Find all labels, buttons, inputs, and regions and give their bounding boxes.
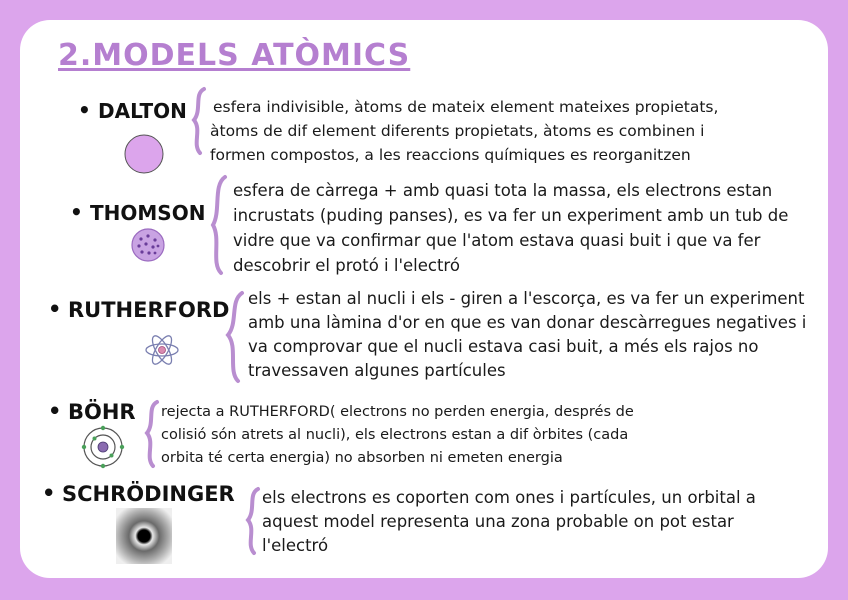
desc-thomson-line: incrustats (puding panses), es va fer un experiment amb un tub de	[233, 206, 789, 225]
solid-sphere-icon	[122, 132, 166, 176]
brace-bohr	[141, 399, 161, 469]
model-name-rutherford: • RUTHERFORD	[68, 298, 229, 322]
desc-bohr	[161, 401, 634, 470]
brace-dalton	[188, 86, 208, 156]
bohr-shells-icon	[81, 425, 125, 469]
desc-rutherford-line: els + estan al nucli i els - giren a l'escorça, es va fer un experiment	[248, 289, 805, 308]
desc-bohr-line: orbita té certa energia) no absorben ni emeten energia	[161, 450, 563, 466]
model-name-thomson: • THOMSON	[90, 201, 205, 225]
desc-schrodinger-line: els electrons es coporten com ones i partícules, un orbital a	[262, 488, 756, 507]
desc-bohr-line: colisió són atrets al nucli), els electrons estan a dif òrbites (cada	[161, 427, 629, 443]
desc-rutherford-line: travessaven algunes partícules	[248, 361, 506, 380]
desc-dalton-line: àtoms de dif element diferents propietats, àtoms es combinen i	[210, 122, 705, 140]
desc-rutherford	[248, 287, 806, 383]
desc-schrodinger-line: aquest model representa una zona probable on pot estar	[262, 512, 734, 531]
desc-dalton-line: esfera indivisible, àtoms de mateix element mateixes propietats,	[213, 98, 719, 116]
atom-orbits-icon	[144, 332, 180, 368]
brace-schrodinger	[240, 486, 262, 556]
desc-schrodinger-line: l'electró	[262, 536, 329, 555]
desc-schrodinger	[262, 486, 756, 558]
brace-thomson	[205, 173, 229, 277]
desc-dalton	[210, 95, 718, 167]
desc-thomson-line: esfera de càrrega + amb quasi tota la massa, els electrons estan	[233, 181, 773, 200]
desc-thomson-line: descobrir el protó i l'electró	[233, 256, 460, 275]
model-name-bohr: • BÖHR	[68, 400, 136, 424]
desc-thomson-line: vidre que va confirmar que l'atom estava quasi buit i que va fer	[233, 231, 761, 250]
model-name-dalton: • DALTON	[98, 99, 187, 123]
plum-pudding-icon	[130, 227, 166, 263]
desc-rutherford-line: amb una làmina d'or en que es van donar descàrregues negatives i	[248, 313, 807, 332]
model-name-schrodinger: • SCHRÖDINGER	[62, 482, 235, 506]
desc-bohr-line: rejecta a RUTHERFORD( electrons no perden energia, després de	[161, 404, 634, 420]
electron-cloud-icon	[116, 508, 172, 564]
brace-rutherford	[222, 289, 246, 385]
desc-thomson	[233, 178, 788, 278]
desc-dalton-line: formen compostos, a les reaccions químiques es reorganitzen	[210, 146, 691, 164]
desc-rutherford-line: va comprovar que el nucli estava casi buit, a més els rajos no	[248, 337, 759, 356]
page-title: 2.MODELS ATÒMICS	[58, 38, 411, 73]
